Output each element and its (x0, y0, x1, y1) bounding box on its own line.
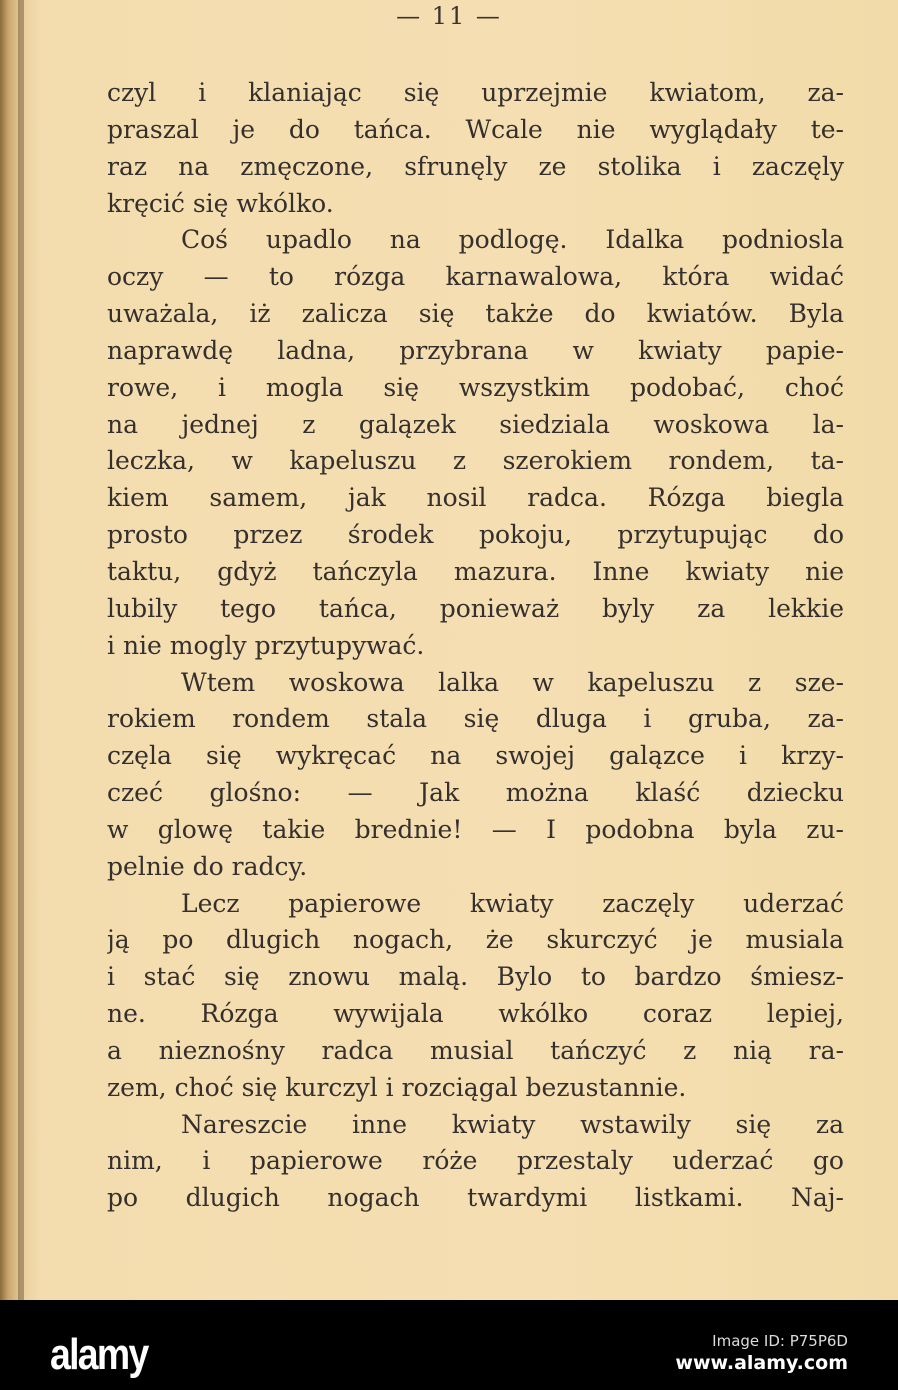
text-line: Wtem woskowa lalka w kapeluszu z sze- (181, 667, 844, 697)
text-line: pelnie do radcy. (107, 851, 308, 881)
text-line: oczy — to rózga karnawalowa, która widać (107, 262, 844, 292)
text-line: zem, choć się kurczyl i rozciągal bezustannie. (107, 1072, 687, 1102)
page-number: — 11 — (396, 2, 502, 30)
text-line: kręcić się wkólko. (107, 188, 334, 218)
watermark-bar (0, 1300, 898, 1390)
site-url[interactable]: www.alamy.com (675, 1352, 848, 1374)
body-text (107, 75, 844, 1217)
text-line: ją po dlugich nogach, że skurczyć je musiala (107, 925, 844, 955)
text-line: ne. Rózga wywijala wkólko coraz lepiej, (107, 999, 844, 1029)
text-line: Nareszcie inne kwiaty wstawily się za (181, 1109, 844, 1139)
text-line: raz na zmęczone, sfrunęly ze stolika i zaczęly (107, 151, 844, 181)
text-line: na jednej z galązek siedziala woskowa la- (107, 409, 844, 439)
text-line: prosto przez środek pokoju, przytupując do (107, 520, 844, 550)
text-line: taktu, gdyż tańczyla mazura. Inne kwiaty nie (107, 556, 844, 586)
text-line: częla się wykręcać na swojej galązce i krzy- (107, 741, 844, 771)
text-line: naprawdę ladna, przybrana w kwiaty papie- (107, 335, 844, 365)
text-line: i stać się znowu malą. Bylo to bardzo śmiesz- (107, 962, 844, 992)
text-line: rowe, i mogla się wszystkim podobać, choć (107, 372, 844, 402)
text-line: leczka, w kapeluszu z szerokiem rondem, ta- (107, 446, 844, 476)
text-line: rokiem rondem stala się dluga i gruba, za- (107, 704, 844, 734)
text-line: praszal je do tańca. Wcale nie wyglądały te- (107, 114, 844, 144)
image-id: Image ID: P75P6D (712, 1332, 848, 1350)
text-line: i nie mogly przytupywać. (107, 630, 425, 660)
text-line: czeć glośno: — Jak można klaść dziecku (107, 778, 844, 808)
binding-shadow (18, 0, 24, 1300)
text-line: Lecz papierowe kwiaty zaczęly uderzać (181, 888, 844, 918)
text-line: Coś upadlo na podlogę. Idalka podniosla (181, 225, 844, 255)
text-line: po dlugich nogach twardymi listkami. Naj- (107, 1183, 844, 1213)
text-line: nim, i papierowe róże przestaly uderzać go (107, 1146, 844, 1176)
text-line: uważala, iż zalicza się także do kwiatów. Byla (107, 299, 844, 329)
text-line: lubily tego tańca, ponieważ byly za lekkie (107, 593, 844, 623)
text-line: czyl i klaniając się uprzejmie kwiatom, za- (107, 78, 844, 107)
text-line: kiem samem, jak nosil radca. Rózga biegla (107, 483, 844, 513)
alamy-logo: alamy (50, 1330, 148, 1379)
text-line: w glowę takie brednie! — I podobna byla zu- (107, 814, 844, 844)
text-line: a nieznośny radca musial tańczyć z nią ra- (107, 1035, 844, 1065)
